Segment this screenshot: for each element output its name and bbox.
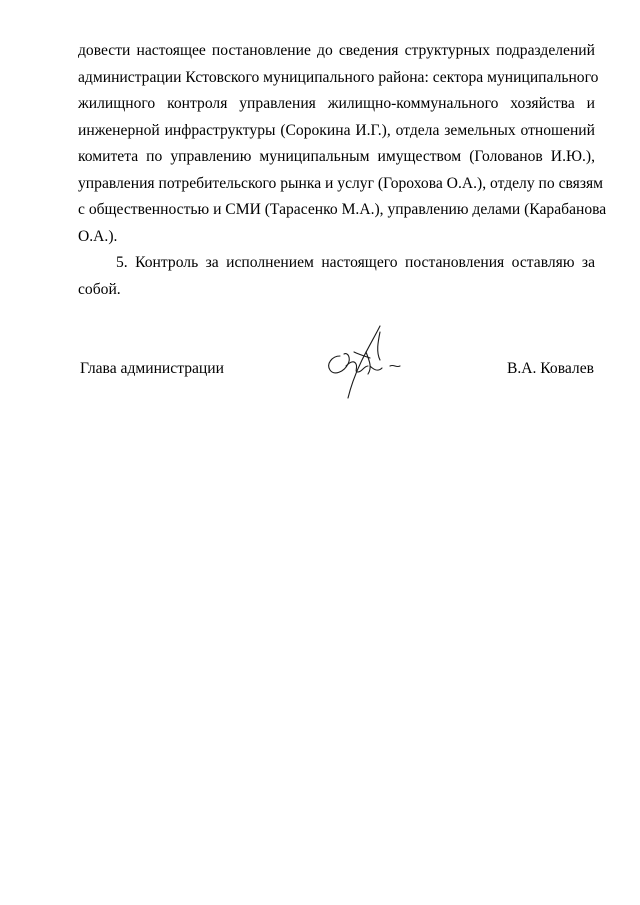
paragraph-line: администрации Кстовского муниципального района: сектора муниципального [78,68,599,86]
paragraph-line: жилищного контроля управления жилищно-коммунального хозяйства и [78,95,595,112]
paragraph-line: довести настоящее постановление до сведения структурных подразделений [78,42,595,59]
paragraph-5-line: собой. [78,280,121,298]
document-body [78,38,607,303]
signatory-position: Глава администрации [80,360,224,377]
paragraph-5-line: 5. Контроль за исполнением настоящего постановления оставляю за [116,254,595,271]
handwritten-signature [318,322,428,404]
paragraph-line: управления потребительского рынка и услуг (Горохова О.А.), отделу по связям [78,174,604,192]
paragraph-line: с общественностью и СМИ (Тарасенко М.А.), управлению делами (Карабанова [78,201,607,218]
paragraph-line: О.А.). [78,227,118,245]
paragraph-line: инженерной инфраструктуры (Сорокина И.Г.), отдела земельных отношений [78,121,595,139]
paragraph-line: комитета по управлению муниципальным имуществом (Голованов И.Ю.), [78,148,595,165]
signatory-name: В.А. Ковалев [506,360,594,377]
